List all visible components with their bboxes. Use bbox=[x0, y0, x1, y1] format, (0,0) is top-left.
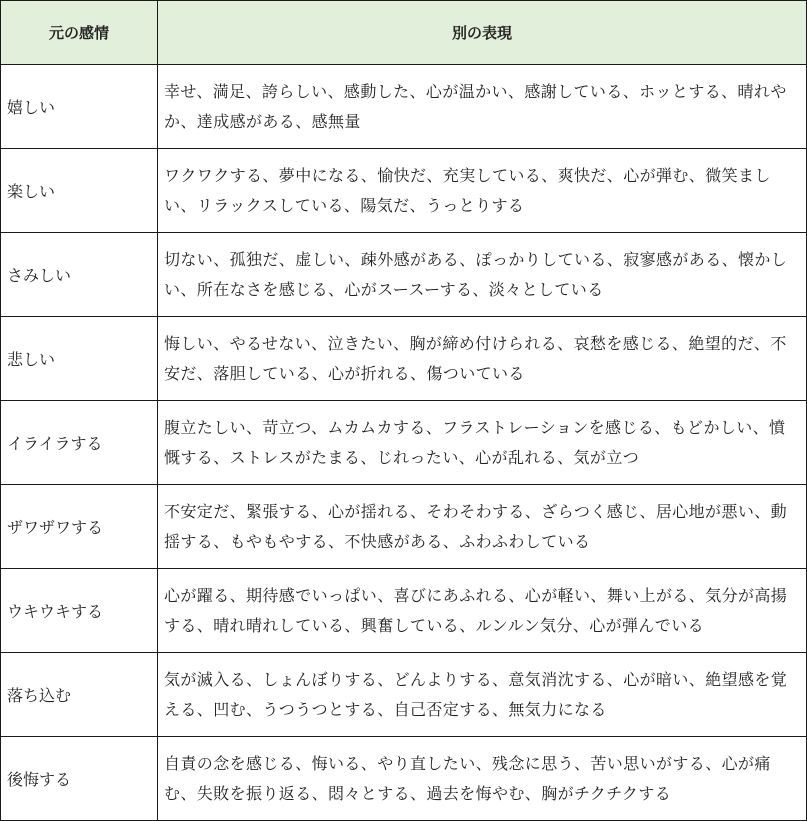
original-emotion-cell: 後悔する bbox=[1, 737, 158, 821]
original-emotion-cell: 悲しい bbox=[1, 317, 158, 401]
alternative-expressions-cell: 不安定だ、緊張する、心が揺れる、そわそわする、ざらつく感じ、居心地が悪い、動揺する、もやもやする、不快感がある、ふわふわしている bbox=[158, 485, 807, 569]
alternative-expressions-cell: 気が滅入る、しょんぼりする、どんよりする、意気消沈する、心が暗い、絶望感を覚える、凹む、うつうつとする、自己否定する、無気力になる bbox=[158, 653, 807, 737]
table-row bbox=[1, 233, 807, 317]
table-row bbox=[1, 149, 807, 233]
original-emotion-cell: ウキウキする bbox=[1, 569, 158, 653]
alternative-expressions-cell: 悔しい、やるせない、泣きたい、胸が締め付けられる、哀愁を感じる、絶望的だ、不安だ、落胆している、心が折れる、傷ついている bbox=[158, 317, 807, 401]
table-row bbox=[1, 485, 807, 569]
original-emotion-cell: 楽しい bbox=[1, 149, 158, 233]
table-row bbox=[1, 317, 807, 401]
alternative-expressions-cell: 腹立たしい、苛立つ、ムカムカする、フラストレーションを感じる、もどかしい、憤慨する、ストレスがたまる、じれったい、心が乱れる、気が立つ bbox=[158, 401, 807, 485]
original-emotion-cell: ザワザワする bbox=[1, 485, 158, 569]
header-original-emotion: 元の感情 bbox=[1, 1, 158, 65]
table-row bbox=[1, 401, 807, 485]
alternative-expressions-cell: 切ない、孤独だ、虚しい、疎外感がある、ぽっかりしている、寂寥感がある、懐かしい、所在なさを感じる、心がスースーする、淡々としている bbox=[158, 233, 807, 317]
table-header-row bbox=[1, 1, 807, 65]
table-row bbox=[1, 569, 807, 653]
header-alternative-expressions: 別の表現 bbox=[158, 1, 807, 65]
table-row bbox=[1, 653, 807, 737]
table-row bbox=[1, 65, 807, 149]
alternative-expressions-cell: 心が躍る、期待感でいっぱい、喜びにあふれる、心が軽い、舞い上がる、気分が高揚する、晴れ晴れしている、興奮している、ルンルン気分、心が弾んでいる bbox=[158, 569, 807, 653]
original-emotion-cell: さみしい bbox=[1, 233, 158, 317]
alternative-expressions-cell: 幸せ、満足、誇らしい、感動した、心が温かい、感謝している、ホッとする、晴れやか、達成感がある、感無量 bbox=[158, 65, 807, 149]
table-row bbox=[1, 737, 807, 821]
original-emotion-cell: イライラする bbox=[1, 401, 158, 485]
alternative-expressions-cell: 自責の念を感じる、悔いる、やり直したい、残念に思う、苦い思いがする、心が痛む、失敗を振り返る、悶々とする、過去を悔やむ、胸がチクチクする bbox=[158, 737, 807, 821]
original-emotion-cell: 落ち込む bbox=[1, 653, 158, 737]
original-emotion-cell: 嬉しい bbox=[1, 65, 158, 149]
alternative-expressions-cell: ワクワクする、夢中になる、愉快だ、充実している、爽快だ、心が弾む、微笑ましい、リラックスしている、陽気だ、うっとりする bbox=[158, 149, 807, 233]
